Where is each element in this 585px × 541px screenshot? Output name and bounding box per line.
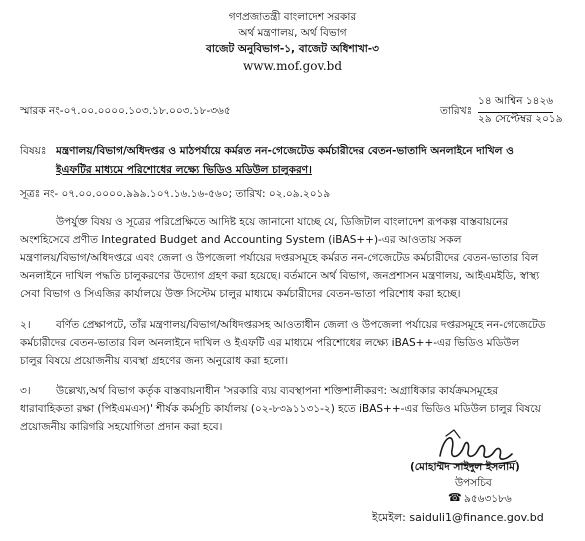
paragraph-line: উপর্যুক্ত বিষয় ও সূত্রের পরিপ্রেক্ষিতে আদিষ্ট হয়ে জানানো যাচ্ছে যে, ডিজিটাল বাংলাদেশ রূপকল্প বাস্তবায়নের <box>56 216 509 228</box>
branch-name: বাজেট অনুবিভাগ-১, বাজেট অধিশাখা-৩ <box>206 43 379 55</box>
paragraph-line: উল্লেখ্য,অর্থ বিভাগ কর্তৃক বাস্তবায়নাধীন 'সরকারি ব্যয় ব্যবস্থাপনা শক্তিশালীকরণ: অগ্রাধিকার কার্যক্রমসমূহের <box>56 385 499 397</box>
subject-line-2: ইএফটির মাধ্যমে পরিশোধের লক্ষ্যে ভিডিও মডিউল চালুকরণ। <box>56 164 312 176</box>
paragraph-line: অনলাইনে দাখিল পদ্ধতি চালুকরণের উদ্যোগ গ্রহণ করা হয়েছে। বর্তমানে অর্থ বিভাগ, জনপ্রশাসন মন্ত্রণালয়, আইএমইডি, স্বাস্থ্য <box>20 270 540 282</box>
paragraph-line: মন্ত্রণালয়/বিভাগ/অধিদপ্তরে এবং জেলা ও উপজেলা পর্যায়ের দপ্তরসমূহে কর্মরত নন-গেজেটেড কর্মচারীদের বেতন-ভাতার বিল <box>20 252 539 264</box>
paragraph-line: সেবা বিভাগ ও সিএজির কার্যালয়ে উক্ত সিস্টেম চালুর মাধ্যমে কর্মচারীদের বেতন-ভাতা পরিশোধ করা হচ্ছে। <box>20 288 461 300</box>
website-link[interactable]: www.mof.gov.bd <box>242 59 343 73</box>
date-english: ২৯ সেপ্টেম্বর ২০১৯ <box>478 113 563 125</box>
paragraph-number: ৩। <box>20 385 31 397</box>
source-reference: সূত্রঃ নং- ০৭.০০.০০০০.৯৯৯.১০৭.১৬.১৬-৫৬০; তারিখ: ০২.০৯.২০১৯ <box>20 188 331 200</box>
date-label: তারিখঃ <box>440 105 473 117</box>
paragraph-line: অংশহিসেবে প্রণীত Integrated Budget and Accounting System (iBAS++)-এর আওতায় সকল <box>20 234 462 246</box>
signatory-designation: উপসচিব <box>455 477 492 489</box>
ministry-name: অর্থ মন্ত্রণালয়, অর্থ বিভাগ <box>238 27 347 39</box>
paragraph-line: কর্মচারীদের বেতন-ভাতার বিল অনলাইনে দাখিল ও ইএফটি এর মাধ্যমে পরিশোধের লক্ষ্যে iBAS++-এর ভিডিও মডিউল <box>20 337 520 349</box>
paragraph-line: চালুর বিষয়ে প্রয়োজনীয় ব্যবস্থা গ্রহণের জন্য অনুরোধ করা হলো। <box>20 355 289 367</box>
subject-line-1: মন্ত্রণালয়/বিভাগ/অধিদপ্তর ও মাঠপর্যায়ে কর্মরত নন-গেজেটেড কর্মচারীদের বেতন-ভাতাদি অনলাইনে দাখিল ও <box>56 145 514 157</box>
signatory-phone: ৯৫৬৩১৮৬ <box>464 493 512 505</box>
paragraph-number: ২। <box>20 319 31 331</box>
date-bangla: ১৪ আশ্বিন ১৪২৬ <box>478 94 553 113</box>
subject-label: বিষয়ঃ <box>20 145 47 157</box>
paragraph-line: বর্ণিত প্রেক্ষাপটে, তাঁর মন্ত্রণালয়/বিভাগ/অধিদপ্তরসহ আওতাধীন জেলা ও উপজেলা পর্যায়ের দপ্তরসমূহে নন-গেজেটেড <box>56 319 546 331</box>
memo-reference: স্মারক নং-০৭.০০.০০০০.১০৩.১৮.০০৩.১৮-৩৬৫ <box>20 105 231 117</box>
paragraph-line: প্রয়োজনীয় কারিগরি সহযোগিতা প্রদান করা হবে। <box>20 421 223 433</box>
signatory-name: (মোহাম্মদ সাইদুল ইসলাম) <box>410 461 520 473</box>
govt-name: গণপ্রজাতন্ত্রী বাংলাদেশ সরকার <box>228 11 357 23</box>
phone-icon: ☎ <box>448 491 462 504</box>
signatory-email[interactable]: ইমেইল: saiduli1@finance.gov.bd <box>372 511 544 524</box>
paragraph-line: ধারাবাহিকতা রক্ষা (পিইএমএস)' শীর্ষক কর্মসূচি কার্যালয় (০২-৮৩৯১১৩১-২) হতে iBAS++-এর ভিডিও মডিউল চালুর বিষয়ে <box>20 403 541 415</box>
